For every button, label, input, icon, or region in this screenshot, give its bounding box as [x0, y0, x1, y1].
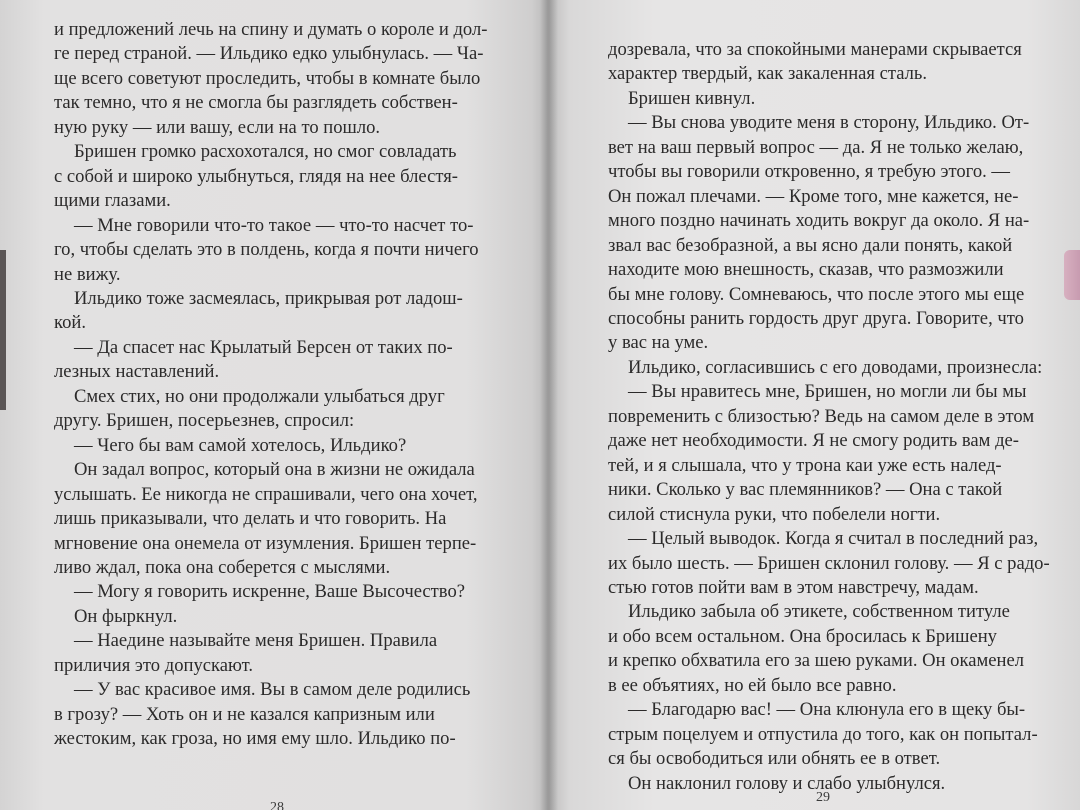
text-line: — Вы снова уводите меня в сторону, Ильдико. От- [628, 112, 1030, 134]
text-line: и предложений лечь на спину и думать о короле и дол- [54, 19, 488, 40]
page-edge-shadow [0, 250, 6, 410]
text-line: характер твердый, как закаленная сталь. [608, 63, 928, 85]
text-line: Ильдико тоже засмеялась, прикрывая рот ладош- [74, 287, 463, 309]
text-line: ную руку — или вашу, если на то пошло. [54, 116, 381, 138]
text-line: лезных наставлений. [54, 361, 220, 383]
text-line: стрым поцелуем и отпустила до того, как он попытал- [608, 723, 1038, 745]
text-line: Он пожал плечами. — Кроме того, мне кажется, не- [608, 185, 1019, 207]
text-line: у вас на уме. [608, 332, 709, 354]
text-line: жестоким, как гроза, но имя ему шло. Ильдико по- [54, 728, 456, 750]
text-line: другу. Бришен, посерьезнев, спросил: [54, 410, 355, 432]
text-line: стью готов пойти вам в этом навстречу, мадам. [608, 576, 979, 598]
text-line: лишь приказывали, что делать и что говорить. На [54, 508, 447, 530]
text-line: бы мне голову. Сомневаюсь, что после этого мы еще [608, 283, 1025, 305]
text-line: Бришен громко расхохотался, но смог совладать [74, 141, 457, 163]
text-line: в грозу? — Хоть он и не казался капризным или [54, 703, 435, 725]
text-line: услышать. Ее никогда не спрашивали, чего она хочет, [54, 483, 478, 505]
text-line: — У вас красивое имя. Вы в самом деле родились [74, 679, 471, 701]
text-line: — Вы нравитесь мне, Бришен, но могли ли бы мы [628, 381, 1027, 403]
text-line: Ильдико забыла об этикете, собственном титуле [628, 601, 1010, 623]
text-line: много поздно начинать ходить вокруг да около. Я на- [608, 210, 1030, 232]
text-line: не вижу. [54, 263, 121, 285]
text-line: находите мою внешность, сказав, что размозжили [608, 259, 1004, 281]
text-line: щими глазами. [54, 190, 171, 212]
text-line: ще всего советуют проследить, чтобы в комнате было [54, 67, 481, 89]
text-line: го, чтобы сделать это в полдень, когда я почти ничего [54, 239, 479, 261]
text-line: повременить с близостью? Ведь на самом деле в этом [608, 405, 1035, 427]
text-line: дозревала, что за спокойными манерами скрывается [608, 39, 1022, 60]
text-line: — Чего бы вам самой хотелось, Ильдико? [74, 434, 407, 456]
bookmark-tab [1064, 250, 1080, 300]
text-line: приличия это допускают. [54, 654, 254, 676]
right-page-text [608, 38, 1052, 796]
text-line: с собой и широко улыбнуться, глядя на нее блестя- [54, 165, 458, 187]
text-line: Бришен кивнул. [628, 87, 756, 109]
text-line: — Целый выводок. Когда я считал в последний раз, [628, 528, 1039, 550]
text-line: Он задал вопрос, который она в жизни не ожидала [74, 459, 475, 481]
text-line: — Могу я говорить искренне, Ваше Высочество? [74, 581, 466, 603]
book-gutter [540, 0, 558, 810]
text-line: ге перед страной. — Ильдико едко улыбнулась. — Ча- [54, 43, 484, 65]
text-line: и крепко обхватила его за шею руками. Он окаменел [608, 650, 1024, 672]
text-line: ливо ждал, пока она соберется с мыслями. [54, 556, 391, 578]
text-line: ся бы освободиться или обнять ее в ответ. [608, 748, 941, 770]
text-line: вет на ваш первый вопрос — да. Я не только желаю, [608, 136, 1024, 158]
text-line: их было шесть. — Бришен склонил голову. — Я с радо- [608, 552, 1050, 574]
text-line: даже нет необходимости. Я не смогу родить вам де- [608, 430, 1019, 452]
text-line: — Мне говорили что-то такое — что-то насчет то- [74, 214, 474, 236]
page-number-left: 28 [270, 800, 284, 810]
text-line: так темно, что я не смогла бы разглядеть собствен- [54, 92, 458, 114]
text-line: — Да спасет нас Крылатый Берсен от таких по- [74, 336, 453, 358]
text-line: способны ранить гордость друг друга. Говорите, что [608, 307, 1024, 329]
text-line: звал вас безобразной, а вы ясно дали понять, какой [608, 234, 1013, 256]
text-line: Он наклонил голову и слабо улыбнулся. [628, 772, 946, 794]
text-line: ники. Сколько у вас племянников? — Она с такой [608, 479, 1003, 501]
text-line: Он фыркнул. [74, 605, 178, 627]
text-line: — Благодарю вас! — Она клюнула его в щеку бы- [628, 699, 1026, 721]
text-line: тей, и я слышала, что у трона каи уже есть налед- [608, 454, 1002, 476]
right-page [548, 0, 1080, 810]
text-line: в ее объятиях, но ей было все равно. [608, 674, 897, 696]
text-line: кой. [54, 312, 86, 334]
text-line: мгновение она онемела от изумления. Бришен терпе- [54, 532, 477, 554]
text-line: чтобы вы говорили откровенно, я требую этого. — [608, 161, 1011, 183]
text-line: и обо всем остальном. Она бросилась к Бришену [608, 625, 997, 647]
text-line: Смех стих, но они продолжали улыбаться друг [74, 385, 445, 407]
text-line: Ильдико, согласившись с его доводами, произнесла: [628, 356, 1043, 378]
text-line: — Наедине называйте меня Бришен. Правила [74, 630, 438, 652]
left-page-text [54, 18, 498, 752]
page-number-right: 29 [816, 790, 830, 805]
text-line: силой стиснула руки, что побелели ногти. [608, 503, 941, 525]
